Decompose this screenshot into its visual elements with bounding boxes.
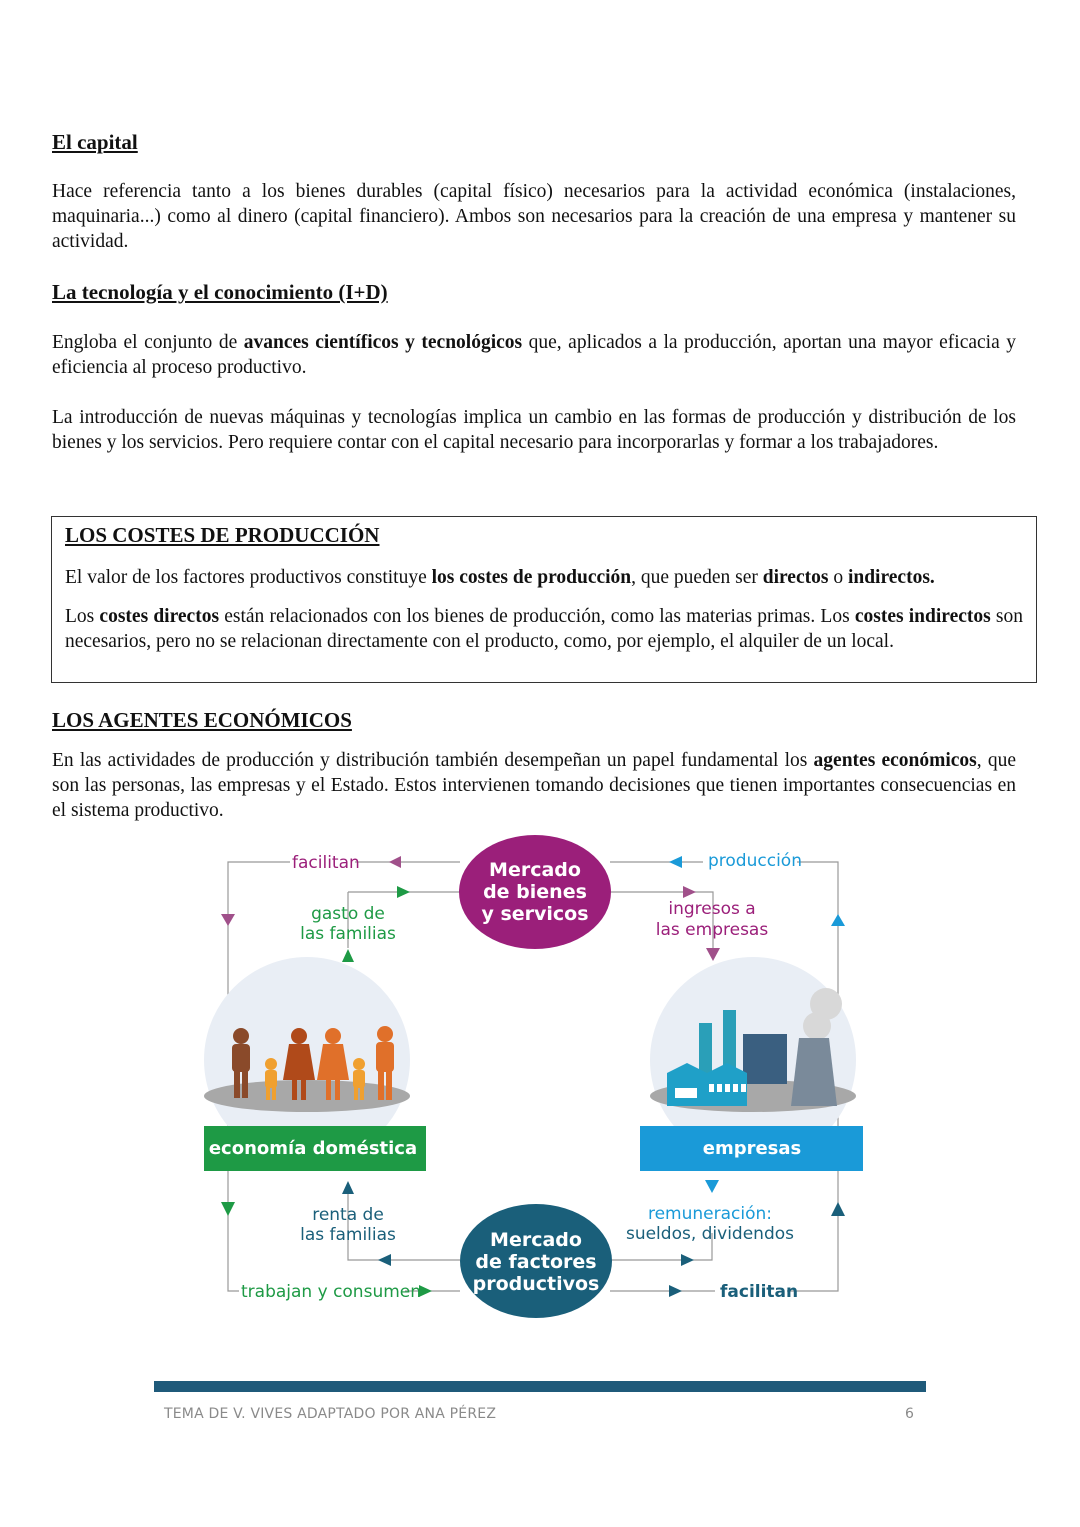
label-empresas: empresas xyxy=(702,1138,802,1159)
market-factors-line-2: de factores xyxy=(475,1251,597,1273)
label-ingresos-1: ingresos a xyxy=(668,899,756,919)
label-gasto-2: las familias xyxy=(300,924,396,944)
label-economia-domestica: economía doméstica xyxy=(208,1138,418,1159)
capital-paragraph: Hace referencia tanto a los bienes durables (capital físico) necesarios para la actividad económica (instalaciones, maquinaria...) como al dinero (capital financiero). Ambos son necesarios para la creación de una empresa y mantener su actividad. xyxy=(52,181,1016,252)
label-ingresos-2: las empresas xyxy=(655,920,769,940)
costes-paragraph-2: Los costes directos están relacionados con los bienes de producción, como las materias primas. Los costes indirectos son necesarios, pero no se relacionan directamente con el producto, como, por ejemplo, el alquiler de un local. xyxy=(65,606,1023,652)
tecnologia-paragraph-1: Engloba el conjunto de avances científicos y tecnológicos que, aplicados a la producción, aportan una mayor eficacia y eficiencia al proceso productivo. xyxy=(52,332,1016,378)
tecnologia-heading: La tecnología y el conocimiento (I+D) xyxy=(52,280,388,304)
market-factors-line-1: Mercado xyxy=(490,1229,582,1251)
costes-box xyxy=(51,516,1037,683)
label-remuneracion-2: sueldos, dividendos xyxy=(625,1224,795,1244)
arrow-right-up-bottom xyxy=(831,1202,845,1216)
tecnologia-paragraph-2: La introducción de nuevas máquinas y tecnologías implica un cambio en las formas de producción y distribución de los bienes y los servicios. Pero requiere contar con el capital necesario para incorporarlas y formar a los trabajadores. xyxy=(52,407,1016,453)
market-goods-line-2: de bienes xyxy=(483,881,587,903)
arrow-left-down-bottom xyxy=(221,1202,235,1216)
label-produccion: producción xyxy=(708,851,802,871)
label-facilitan-bottom: facilitan xyxy=(720,1282,799,1302)
label-facilitan-top: facilitan xyxy=(292,853,360,873)
arrow-renta-left xyxy=(378,1254,391,1266)
arrow-produccion xyxy=(669,856,682,868)
market-factors-line-3: productivos xyxy=(472,1273,600,1295)
label-renta-2: las familias xyxy=(300,1225,396,1245)
costes-heading: LOS COSTES DE PRODUCCIÓN xyxy=(65,523,380,547)
agentes-heading: LOS AGENTES ECONÓMICOS xyxy=(52,708,352,732)
arrow-ingresos xyxy=(683,886,696,898)
label-trabajan: trabajan y consumen xyxy=(241,1282,422,1302)
arrow-facilitan-bottom xyxy=(669,1285,682,1297)
label-renta-1: renta de xyxy=(312,1205,384,1225)
market-goods-line-3: y servicos xyxy=(481,903,589,925)
arrow-right-up xyxy=(831,914,845,926)
footer-bar xyxy=(154,1381,926,1392)
arrow-renta-up xyxy=(342,1181,354,1194)
circular-flow-diagram xyxy=(195,828,875,1328)
arrow-ingresos-down xyxy=(706,948,720,961)
capital-heading: El capital xyxy=(52,130,138,154)
page-number: 6 xyxy=(905,1406,914,1422)
arrow-left-down xyxy=(221,914,235,926)
arrow-gasto xyxy=(397,886,410,898)
footer-text: TEMA DE V. VIVES ADAPTADO POR ANA PÉREZ xyxy=(164,1406,497,1422)
arrow-gasto-up xyxy=(342,949,354,962)
arrow-remuneracion-left xyxy=(681,1254,694,1266)
arrow-facilitan xyxy=(389,856,401,868)
label-remuneracion-1: remuneración: xyxy=(647,1204,773,1224)
arrow-remuneracion-down xyxy=(705,1180,719,1193)
agentes-paragraph: En las actividades de producción y distribución también desempeñan un papel fundamental los agentes económicos, que son las personas, las empresas y el Estado. Estos intervienen tomando decisiones que tienen importantes consecuencias en el sistema productivo. xyxy=(52,750,1016,821)
costes-paragraph-1: El valor de los factores productivos constituye los costes de producción, que pueden ser directos o indirectos. xyxy=(65,567,935,588)
market-goods-line-1: Mercado xyxy=(489,859,581,881)
label-gasto-1: gasto de xyxy=(311,904,385,924)
